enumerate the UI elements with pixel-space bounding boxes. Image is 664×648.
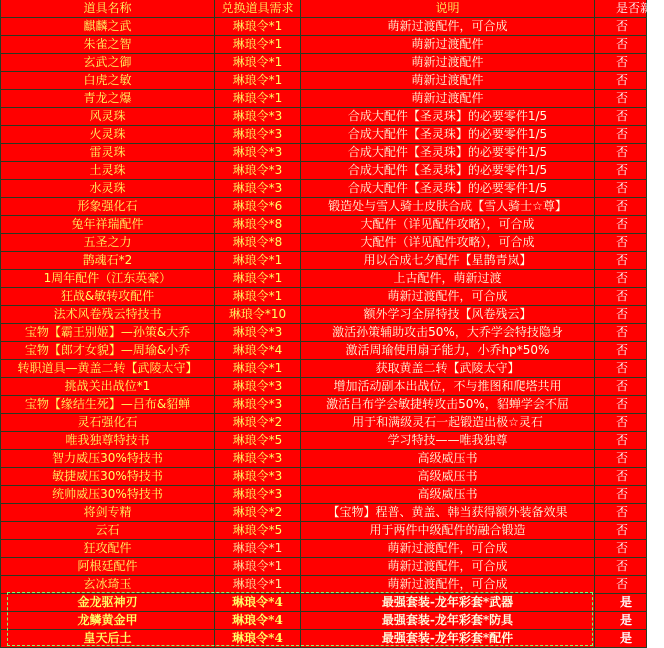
cell-description[interactable]: 最强套装-龙年彩套*防具: [301, 612, 595, 630]
table-row: [1, 576, 647, 594]
cell-description[interactable]: 额外学习全屏特技【风卷残云】: [301, 306, 595, 324]
table-row: [1, 18, 647, 36]
cell-requirement[interactable]: 琳琅令*2: [215, 504, 301, 522]
cell-requirement[interactable]: 琳琅令*3: [215, 324, 301, 342]
cell-item-name[interactable]: 雷灵珠: [1, 144, 215, 162]
cell-description[interactable]: 萌新过渡配件，可合成: [301, 18, 595, 36]
cell-description[interactable]: 大配件（详见配件攻略），可合成: [301, 216, 595, 234]
cell-requirement[interactable]: 琳琅令*3: [215, 126, 301, 144]
cell-item-name[interactable]: 风灵珠: [1, 108, 215, 126]
table-row: [1, 126, 647, 144]
cell-item-name[interactable]: 智力威压30%特技书: [1, 450, 215, 468]
cell-requirement[interactable]: 琳琅令*8: [215, 234, 301, 252]
cell-is-new[interactable]: 是: [595, 612, 647, 630]
table-row: [1, 450, 647, 468]
cell-is-new[interactable]: 否: [595, 234, 647, 252]
cell-is-new[interactable]: 否: [595, 54, 647, 72]
cell-requirement[interactable]: 琳琅令*1: [215, 270, 301, 288]
cell-description[interactable]: 合成大配件【圣灵珠】的必要零件1/5: [301, 108, 595, 126]
cell-is-new[interactable]: 否: [595, 558, 647, 576]
cell-is-new[interactable]: 否: [595, 468, 647, 486]
cell-requirement[interactable]: 琳琅令*3: [215, 108, 301, 126]
cell-item-name[interactable]: 唯我独尊特技书: [1, 432, 215, 450]
cell-item-name[interactable]: 麒麟之武: [1, 18, 215, 36]
cell-is-new[interactable]: 否: [595, 252, 647, 270]
cell-requirement[interactable]: 琳琅令*1: [215, 540, 301, 558]
cell-description[interactable]: 最强套装-龙年彩套*配件: [301, 630, 595, 648]
cell-item-name[interactable]: 水灵珠: [1, 180, 215, 198]
cell-requirement[interactable]: 琳琅令*4: [215, 342, 301, 360]
table-row: [1, 486, 647, 504]
table-row: [1, 72, 647, 90]
cell-item-name[interactable]: 兔年祥瑞配件: [1, 216, 215, 234]
header-item-name[interactable]: 道具名称: [1, 0, 215, 18]
cell-description[interactable]: 萌新过渡配件，可合成: [301, 576, 595, 594]
table-row: [1, 360, 647, 378]
table-row: [1, 522, 647, 540]
cell-is-new[interactable]: 否: [595, 378, 647, 396]
table-row: [1, 252, 647, 270]
cell-description[interactable]: 【宝物】程普、黄盖、韩当获得额外装备效果: [301, 504, 595, 522]
cell-requirement[interactable]: 琳琅令*3: [215, 468, 301, 486]
cell-description[interactable]: 获取黄盖二转【武陵太守】: [301, 360, 595, 378]
header-exchange-requirement[interactable]: 兑换道具需求: [215, 0, 301, 18]
cell-description[interactable]: 上古配件，萌新过渡: [301, 270, 595, 288]
cell-item-name[interactable]: 青龙之爆: [1, 90, 215, 108]
cell-description[interactable]: 用于和满级灵石一起锻造出极☆灵石: [301, 414, 595, 432]
cell-description[interactable]: 萌新过渡配件: [301, 54, 595, 72]
cell-item-name[interactable]: 阿根廷配件: [1, 558, 215, 576]
cell-is-new[interactable]: 否: [595, 342, 647, 360]
table-row: [1, 630, 647, 648]
cell-is-new[interactable]: 否: [595, 450, 647, 468]
cell-item-name[interactable]: 火灵珠: [1, 126, 215, 144]
cell-description[interactable]: 激活孙策辅助攻击50%，大乔学会特技隐身: [301, 324, 595, 342]
cell-is-new[interactable]: 是: [595, 594, 647, 612]
cell-is-new[interactable]: 否: [595, 414, 647, 432]
cell-requirement[interactable]: 琳琅令*1: [215, 252, 301, 270]
table-row: [1, 342, 647, 360]
cell-requirement[interactable]: 琳琅令*2: [215, 414, 301, 432]
cell-requirement[interactable]: 琳琅令*1: [215, 288, 301, 306]
cell-requirement[interactable]: 琳琅令*4: [215, 594, 301, 612]
cell-requirement[interactable]: 琳琅令*3: [215, 378, 301, 396]
cell-item-name[interactable]: 云石: [1, 522, 215, 540]
cell-item-name[interactable]: 法术风卷残云特技书: [1, 306, 215, 324]
cell-requirement[interactable]: 琳琅令*4: [215, 612, 301, 630]
table-row: [1, 180, 647, 198]
cell-item-name[interactable]: 宝物【霸王别姬】—孙策&大乔: [1, 324, 215, 342]
cell-description[interactable]: 锻造处与雪人骑士皮肤合成【雪人骑士☆尊】: [301, 198, 595, 216]
cell-description[interactable]: 萌新过渡配件，可合成: [301, 288, 595, 306]
table-row: [1, 540, 647, 558]
cell-is-new[interactable]: 否: [595, 396, 647, 414]
table-row: [1, 558, 647, 576]
cell-requirement[interactable]: 琳琅令*3: [215, 180, 301, 198]
table-row: [1, 162, 647, 180]
cell-is-new[interactable]: 否: [595, 18, 647, 36]
cell-description[interactable]: 萌新过渡配件: [301, 72, 595, 90]
cell-item-name[interactable]: 统帅威压30%特技书: [1, 486, 215, 504]
cell-is-new[interactable]: 否: [595, 288, 647, 306]
cell-item-name[interactable]: 1周年配件（江东英豪）: [1, 270, 215, 288]
cell-description[interactable]: 合成大配件【圣灵珠】的必要零件1/5: [301, 162, 595, 180]
cell-is-new[interactable]: 否: [595, 108, 647, 126]
cell-is-new[interactable]: 否: [595, 576, 647, 594]
cell-description[interactable]: 合成大配件【圣灵珠】的必要零件1/5: [301, 144, 595, 162]
cell-is-new[interactable]: 否: [595, 360, 647, 378]
cell-item-name[interactable]: 鹊魂石*2: [1, 252, 215, 270]
cell-requirement[interactable]: 琳琅令*1: [215, 576, 301, 594]
cell-description[interactable]: 萌新过渡配件，可合成: [301, 558, 595, 576]
cell-requirement[interactable]: 琳琅令*10: [215, 306, 301, 324]
cell-description[interactable]: 激活周瑜使用扇子能力，小乔hp*50%: [301, 342, 595, 360]
cell-item-name[interactable]: 狂战&敏转攻配件: [1, 288, 215, 306]
cell-requirement[interactable]: 琳琅令*3: [215, 486, 301, 504]
cell-requirement[interactable]: 琳琅令*3: [215, 162, 301, 180]
table-row: [1, 234, 647, 252]
cell-description[interactable]: 高级威压书: [301, 468, 595, 486]
cell-requirement[interactable]: 琳琅令*8: [215, 216, 301, 234]
cell-item-name[interactable]: 玄武之御: [1, 54, 215, 72]
cell-is-new[interactable]: 否: [595, 522, 647, 540]
table-row: [1, 378, 647, 396]
table-row: [1, 306, 647, 324]
table-row: [1, 144, 647, 162]
cell-description[interactable]: 用于两件中级配件的融合锻造: [301, 522, 595, 540]
cell-item-name[interactable]: 龙鳞黄金甲: [1, 612, 215, 630]
cell-item-name[interactable]: 玄冰琦玉: [1, 576, 215, 594]
cell-description[interactable]: 高级威压书: [301, 486, 595, 504]
cell-is-new[interactable]: 否: [595, 144, 647, 162]
cell-is-new[interactable]: 是: [595, 630, 647, 648]
table-row: [1, 288, 647, 306]
table-row: [1, 198, 647, 216]
table-row: [1, 432, 647, 450]
cell-item-name[interactable]: 金龙驱神刃: [1, 594, 215, 612]
cell-requirement[interactable]: 琳琅令*6: [215, 198, 301, 216]
table-row: [1, 36, 647, 54]
cell-description[interactable]: 学习特技——唯我独尊: [301, 432, 595, 450]
table-row: [1, 414, 647, 432]
cell-description[interactable]: 增加活动副本出战位，不与推图和爬塔共用: [301, 378, 595, 396]
table-row: [1, 468, 647, 486]
cell-description[interactable]: 萌新过渡配件: [301, 90, 595, 108]
cell-is-new[interactable]: 否: [595, 432, 647, 450]
cell-requirement[interactable]: 琳琅令*1: [215, 72, 301, 90]
cell-description[interactable]: 合成大配件【圣灵珠】的必要零件1/5: [301, 180, 595, 198]
cell-is-new[interactable]: 否: [595, 162, 647, 180]
cell-requirement[interactable]: 琳琅令*5: [215, 522, 301, 540]
table-row: [1, 216, 647, 234]
table-row: [1, 612, 647, 630]
cell-is-new[interactable]: 否: [595, 36, 647, 54]
header-is-new[interactable]: 是否新增: [595, 0, 647, 18]
cell-description[interactable]: 激活吕布学会敏捷转攻击50%，貂蝉学会不屈: [301, 396, 595, 414]
cell-requirement[interactable]: 琳琅令*3: [215, 396, 301, 414]
cell-item-name[interactable]: 皇天后土: [1, 630, 215, 648]
cell-is-new[interactable]: 否: [595, 486, 647, 504]
cell-description[interactable]: 萌新过渡配件: [301, 36, 595, 54]
cell-requirement[interactable]: 琳琅令*1: [215, 18, 301, 36]
cell-is-new[interactable]: 否: [595, 126, 647, 144]
cell-requirement[interactable]: 琳琅令*3: [215, 144, 301, 162]
cell-requirement[interactable]: 琳琅令*1: [215, 54, 301, 72]
cell-item-name[interactable]: 土灵珠: [1, 162, 215, 180]
cell-requirement[interactable]: 琳琅令*4: [215, 630, 301, 648]
cell-item-name[interactable]: 形象强化石: [1, 198, 215, 216]
cell-is-new[interactable]: 否: [595, 324, 647, 342]
cell-item-name[interactable]: 狂攻配件: [1, 540, 215, 558]
cell-requirement[interactable]: 琳琅令*5: [215, 432, 301, 450]
cell-is-new[interactable]: 否: [595, 216, 647, 234]
cell-item-name[interactable]: 朱雀之智: [1, 36, 215, 54]
table-row: [1, 594, 647, 612]
table-row: [1, 108, 647, 126]
cell-description[interactable]: 高级威压书: [301, 450, 595, 468]
cell-item-name[interactable]: 五圣之力: [1, 234, 215, 252]
cell-is-new[interactable]: 否: [595, 504, 647, 522]
cell-item-name[interactable]: 宝物【郎才女貌】—周瑜&小乔: [1, 342, 215, 360]
table-row: [1, 90, 647, 108]
cell-description[interactable]: 最强套装-龙年彩套*武器: [301, 594, 595, 612]
cell-requirement[interactable]: 琳琅令*1: [215, 90, 301, 108]
cell-description[interactable]: 萌新过渡配件，可合成: [301, 540, 595, 558]
cell-is-new[interactable]: 否: [595, 180, 647, 198]
cell-item-name[interactable]: 灵石强化石: [1, 414, 215, 432]
cell-item-name[interactable]: 挑战关出战位*1: [1, 378, 215, 396]
cell-is-new[interactable]: 否: [595, 270, 647, 288]
cell-is-new[interactable]: 否: [595, 306, 647, 324]
table-row: [1, 324, 647, 342]
cell-description[interactable]: 合成大配件【圣灵珠】的必要零件1/5: [301, 126, 595, 144]
cell-item-name[interactable]: 白虎之敏: [1, 72, 215, 90]
cell-item-name[interactable]: 转职道具—黄盖二转【武陵太守】: [1, 360, 215, 378]
table-row: [1, 54, 647, 72]
cell-requirement[interactable]: 琳琅令*1: [215, 360, 301, 378]
table-row: [1, 396, 647, 414]
table-row: [1, 270, 647, 288]
cell-requirement[interactable]: 琳琅令*1: [215, 558, 301, 576]
cell-item-name[interactable]: 宝物【缘结生死】—吕布&貂蝉: [1, 396, 215, 414]
cell-is-new[interactable]: 否: [595, 72, 647, 90]
table-row: [1, 504, 647, 522]
header-row: [1, 0, 647, 18]
cell-item-name[interactable]: 将剑专精: [1, 504, 215, 522]
table-body: [1, 18, 647, 648]
cell-is-new[interactable]: 否: [595, 540, 647, 558]
cell-requirement[interactable]: 琳琅令*1: [215, 36, 301, 54]
cell-is-new[interactable]: 否: [595, 90, 647, 108]
cell-is-new[interactable]: 否: [595, 198, 647, 216]
header-description[interactable]: 说明: [301, 0, 595, 18]
cell-item-name[interactable]: 敏捷威压30%特技书: [1, 468, 215, 486]
cell-description[interactable]: 用以合成七夕配件【星鹊青岚】: [301, 252, 595, 270]
cell-description[interactable]: 大配件（详见配件攻略），可合成: [301, 234, 595, 252]
cell-requirement[interactable]: 琳琅令*3: [215, 450, 301, 468]
